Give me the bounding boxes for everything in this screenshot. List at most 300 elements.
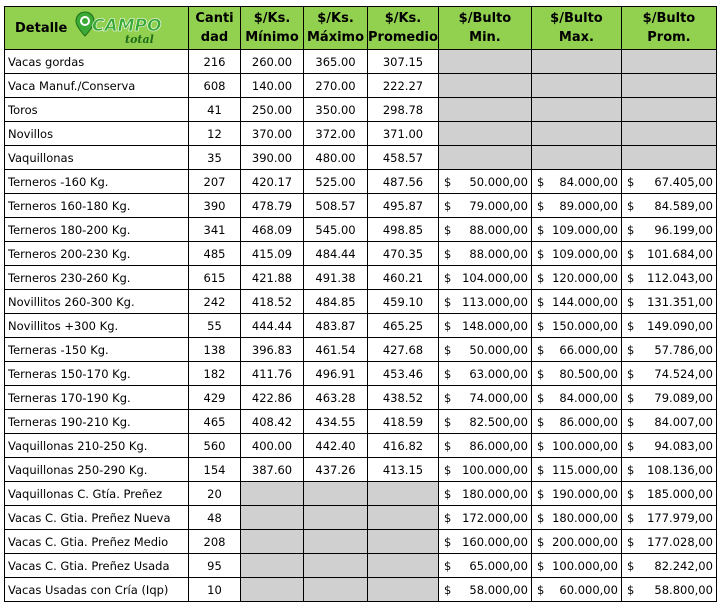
row-kmax: 484.85 [304,290,368,314]
row-detalle: Vaquillonas [5,146,189,170]
currency-symbol: $ [626,534,635,549]
header-cantidad: Canti dad [189,7,241,50]
row-cantidad: 20 [189,482,241,506]
currency-symbol: $ [536,246,545,261]
row-bmin [438,554,531,578]
header-bulto-min: $/Bulto Min. [438,7,531,50]
row-bmin [438,386,531,410]
amount-value: 100.000,00 [462,462,528,477]
table-row [5,266,717,290]
row-bmax [531,362,621,386]
row-kavg: 459.10 [368,290,439,314]
row-kmin: 387.60 [241,458,304,482]
amount-value: 180.000,00 [552,510,618,525]
row-kmin: 396.83 [241,338,304,362]
table-row [5,194,717,218]
row-kmax: 484.44 [304,242,368,266]
row-kmin: 420.17 [241,170,304,194]
row-kmin: 478.79 [241,194,304,218]
row-kmax: 508.57 [304,194,368,218]
amount-value: 74.000,00 [469,390,528,405]
row-kavg: 222.27 [368,74,439,98]
row-cantidad: 615 [189,266,241,290]
amount-value: 177.979,00 [647,510,713,525]
row-bmax [531,410,621,434]
amount-value: 108.136,00 [647,462,713,477]
table-row [5,410,717,434]
amount-value: 120.000,00 [552,270,618,285]
row-bavg [621,530,716,554]
row-bmax [531,554,621,578]
row-cantidad: 10 [189,578,241,602]
row-cantidad: 154 [189,458,241,482]
row-bavg [621,482,716,506]
empty-cell [621,122,716,146]
amount-value: 67.405,00 [654,174,713,189]
row-detalle: Terneros -160 Kg. [5,170,189,194]
currency-symbol: $ [443,534,452,549]
currency-symbol: $ [443,558,452,573]
amount-value: 74.524,00 [654,366,713,381]
table-row [5,362,717,386]
row-kmin: 411.76 [241,362,304,386]
empty-cell [241,482,304,506]
amount-value: 109.000,00 [552,222,618,237]
currency-symbol: $ [626,414,635,429]
currency-symbol: $ [626,366,635,381]
currency-symbol: $ [443,246,452,261]
row-detalle: Vaca Manuf./Conserva [5,74,189,98]
header-detalle-label: Detalle [15,21,68,36]
row-bmin [438,314,531,338]
row-kmin: 408.42 [241,410,304,434]
row-kmax: 434.55 [304,410,368,434]
currency-symbol: $ [536,294,545,309]
amount-value: 177.028,00 [647,534,713,549]
row-kmax: 270.00 [304,74,368,98]
empty-cell [438,98,531,122]
empty-cell [368,578,439,602]
amount-value: 109.000,00 [552,246,618,261]
row-detalle: Vacas gordas [5,50,189,74]
row-kavg: 453.46 [368,362,439,386]
currency-symbol: $ [626,510,635,525]
table-row [5,242,717,266]
row-bmin [438,266,531,290]
row-cantidad: 48 [189,506,241,530]
row-detalle: Terneras 150-170 Kg. [5,362,189,386]
row-bmin [438,530,531,554]
amount-value: 63.000,00 [469,366,528,381]
row-bmin [438,338,531,362]
row-bavg [621,314,716,338]
header-bulto-max: $/Bulto Max. [531,7,621,50]
row-bavg [621,458,716,482]
row-bavg [621,578,716,602]
row-cantidad: 207 [189,170,241,194]
currency-symbol: $ [536,534,545,549]
row-kmax: 480.00 [304,146,368,170]
amount-value: 84.000,00 [559,174,618,189]
row-kmin: 250.00 [241,98,304,122]
amount-value: 150.000,00 [552,318,618,333]
row-kavg: 470.35 [368,242,439,266]
currency-symbol: $ [536,510,545,525]
header-row [5,7,717,50]
svg-text:CAMPO: CAMPO [92,16,162,36]
row-kavg: 438.52 [368,386,439,410]
row-kmin: 422.86 [241,386,304,410]
table-body [5,50,717,602]
table-row [5,98,717,122]
header-kg-minimo: $/Ks. Mínimo [241,7,304,50]
row-kmax: 372.00 [304,122,368,146]
row-kmax: 491.38 [304,266,368,290]
row-detalle: Vaquillonas 250-290 Kg. [5,458,189,482]
row-bavg [621,266,716,290]
currency-symbol: $ [443,270,452,285]
row-detalle: Toros [5,98,189,122]
row-bavg [621,338,716,362]
row-kmin: 468.09 [241,218,304,242]
row-cantidad: 429 [189,386,241,410]
currency-symbol: $ [626,318,635,333]
amount-value: 84.000,00 [559,390,618,405]
empty-cell [621,98,716,122]
cattle-price-table [4,6,717,602]
table-row [5,482,717,506]
row-bavg [621,194,716,218]
empty-cell [531,74,621,98]
price-table-container [4,6,717,602]
row-detalle: Novillitos +300 Kg. [5,314,189,338]
row-bavg [621,218,716,242]
row-kmax: 365.00 [304,50,368,74]
table-row [5,578,717,602]
row-bmax [531,242,621,266]
currency-symbol: $ [443,294,452,309]
currency-symbol: $ [536,318,545,333]
row-cantidad: 390 [189,194,241,218]
currency-symbol: $ [536,582,545,597]
row-kmin: 370.00 [241,122,304,146]
amount-value: 86.000,00 [559,414,618,429]
table-row [5,290,717,314]
amount-value: 57.786,00 [654,342,713,357]
amount-value: 66.000,00 [559,342,618,357]
row-cantidad: 560 [189,434,241,458]
empty-cell [621,74,716,98]
currency-symbol: $ [536,366,545,381]
row-kmin: 415.09 [241,242,304,266]
table-row [5,314,717,338]
amount-value: 100.000,00 [552,438,618,453]
empty-cell [531,50,621,74]
row-kavg: 498.85 [368,218,439,242]
row-cantidad: 35 [189,146,241,170]
table-row [5,338,717,362]
amount-value: 149.090,00 [647,318,713,333]
currency-symbol: $ [536,558,545,573]
currency-symbol: $ [626,486,635,501]
currency-symbol: $ [443,366,452,381]
row-cantidad: 41 [189,98,241,122]
currency-symbol: $ [536,174,545,189]
amount-value: 50.000,00 [469,174,528,189]
header-bulto-prom: $/Bulto Prom. [621,7,716,50]
currency-symbol: $ [626,174,635,189]
empty-cell [241,506,304,530]
row-cantidad: 138 [189,338,241,362]
amount-value: 100.000,00 [552,558,618,573]
row-bavg [621,410,716,434]
currency-symbol: $ [626,342,635,357]
row-detalle: Novillos [5,122,189,146]
table-row [5,74,717,98]
row-kavg: 418.59 [368,410,439,434]
currency-symbol: $ [536,462,545,477]
empty-cell [531,98,621,122]
amount-value: 88.000,00 [469,222,528,237]
row-kmax: 463.28 [304,386,368,410]
currency-symbol: $ [536,390,545,405]
row-cantidad: 465 [189,410,241,434]
currency-symbol: $ [626,294,635,309]
row-cantidad: 341 [189,218,241,242]
row-bavg [621,386,716,410]
empty-cell [531,146,621,170]
table-row [5,122,717,146]
row-bmin [438,362,531,386]
currency-symbol: $ [536,438,545,453]
amount-value: 60.000,00 [559,582,618,597]
amount-value: 58.800,00 [654,582,713,597]
currency-symbol: $ [443,222,452,237]
table-row [5,458,717,482]
currency-symbol: $ [536,198,545,213]
amount-value: 79.089,00 [654,390,713,405]
currency-symbol: $ [443,414,452,429]
row-bmax [531,194,621,218]
currency-symbol: $ [443,198,452,213]
table-row [5,530,717,554]
row-kmax: 545.00 [304,218,368,242]
row-cantidad: 55 [189,314,241,338]
empty-cell [241,554,304,578]
row-bmax [531,506,621,530]
table-row [5,218,717,242]
row-bmax [531,266,621,290]
row-bavg [621,290,716,314]
row-kavg: 427.68 [368,338,439,362]
empty-cell [304,578,368,602]
currency-symbol: $ [626,438,635,453]
currency-symbol: $ [443,510,452,525]
row-cantidad: 216 [189,50,241,74]
row-bmax [531,482,621,506]
row-bmin [438,410,531,434]
currency-symbol: $ [443,174,452,189]
amount-value: 172.000,00 [462,510,528,525]
currency-symbol: $ [443,462,452,477]
row-kmin: 140.00 [241,74,304,98]
row-bmin [438,170,531,194]
empty-cell [304,506,368,530]
empty-cell [368,506,439,530]
row-bavg [621,434,716,458]
empty-cell [304,530,368,554]
row-cantidad: 208 [189,530,241,554]
row-detalle: Vacas C. Gtia. Preñez Nueva [5,506,189,530]
row-cantidad: 242 [189,290,241,314]
amount-value: 104.000,00 [462,270,528,285]
amount-value: 131.351,00 [647,294,713,309]
amount-value: 84.589,00 [654,198,713,213]
amount-value: 82.242,00 [654,558,713,573]
empty-cell [621,146,716,170]
campo-total-logo [75,10,167,46]
currency-symbol: $ [443,390,452,405]
amount-value: 112.043,00 [647,270,713,285]
amount-value: 148.000,00 [462,318,528,333]
amount-value: 185.000,00 [647,486,713,501]
header-kg-promedio: $/Ks. Promedio [368,7,439,50]
row-detalle: Novillitos 260-300 Kg. [5,290,189,314]
table-row [5,146,717,170]
currency-symbol: $ [443,486,452,501]
empty-cell [438,122,531,146]
amount-value: 200.000,00 [552,534,618,549]
currency-symbol: $ [443,582,452,597]
row-bmin [438,578,531,602]
row-kmin: 444.44 [241,314,304,338]
currency-symbol: $ [536,486,545,501]
row-bmin [438,242,531,266]
row-kavg: 371.00 [368,122,439,146]
amount-value: 86.000,00 [469,438,528,453]
row-bmax [531,530,621,554]
amount-value: 82.500,00 [469,414,528,429]
empty-cell [304,554,368,578]
row-bmin [438,506,531,530]
row-kmax: 496.91 [304,362,368,386]
row-bmin [438,434,531,458]
amount-value: 89.000,00 [559,198,618,213]
row-kavg: 413.15 [368,458,439,482]
row-kmax: 442.40 [304,434,368,458]
amount-value: 144.000,00 [552,294,618,309]
row-cantidad: 485 [189,242,241,266]
currency-symbol: $ [626,558,635,573]
currency-symbol: $ [536,222,545,237]
row-detalle: Terneras 170-190 Kg. [5,386,189,410]
amount-value: 115.000,00 [552,462,618,477]
amount-value: 94.083,00 [654,438,713,453]
row-kmin: 390.00 [241,146,304,170]
empty-cell [368,530,439,554]
empty-cell [621,50,716,74]
amount-value: 96.199,00 [654,222,713,237]
row-bmax [531,290,621,314]
currency-symbol: $ [626,582,635,597]
table-row [5,50,717,74]
empty-cell [241,530,304,554]
row-kavg: 416.82 [368,434,439,458]
amount-value: 101.684,00 [647,246,713,261]
amount-value: 88.000,00 [469,246,528,261]
amount-value: 80.500,00 [559,366,618,381]
row-kmax: 461.54 [304,338,368,362]
row-kavg: 298.78 [368,98,439,122]
row-detalle: Terneras 190-210 Kg. [5,410,189,434]
row-bmax [531,578,621,602]
row-bavg [621,554,716,578]
row-kmin: 400.00 [241,434,304,458]
row-detalle: Vaquillonas 210-250 Kg. [5,434,189,458]
table-row [5,386,717,410]
row-bmin [438,482,531,506]
row-kavg: 465.25 [368,314,439,338]
row-detalle: Vacas C. Gtia. Preñez Medio [5,530,189,554]
row-bmin [438,194,531,218]
currency-symbol: $ [536,414,545,429]
amount-value: 113.000,00 [462,294,528,309]
empty-cell [438,146,531,170]
currency-symbol: $ [626,462,635,477]
header-detalle [5,7,189,50]
row-bmax [531,338,621,362]
row-bmax [531,170,621,194]
row-bavg [621,362,716,386]
row-bavg [621,170,716,194]
row-kavg: 307.15 [368,50,439,74]
row-cantidad: 608 [189,74,241,98]
row-kmin: 418.52 [241,290,304,314]
empty-cell [531,122,621,146]
row-kavg: 458.57 [368,146,439,170]
table-row [5,554,717,578]
header-kg-maximo: $/Ks. Máximo [304,7,368,50]
empty-cell [368,554,439,578]
row-kmax: 437.26 [304,458,368,482]
currency-symbol: $ [443,438,452,453]
amount-value: 190.000,00 [552,486,618,501]
amount-value: 160.000,00 [462,534,528,549]
svg-text:total: total [125,33,154,46]
empty-cell [368,482,439,506]
amount-value: 180.000,00 [462,486,528,501]
amount-value: 50.000,00 [469,342,528,357]
currency-symbol: $ [626,270,635,285]
amount-value: 58.000,00 [469,582,528,597]
table-row [5,170,717,194]
amount-value: 84.007,00 [654,414,713,429]
empty-cell [438,50,531,74]
currency-symbol: $ [626,198,635,213]
row-detalle: Vacas Usadas con Cría (Iqp) [5,578,189,602]
row-bmax [531,314,621,338]
currency-symbol: $ [626,246,635,261]
row-detalle: Vaquillonas C. Gtía. Preñez [5,482,189,506]
row-bmax [531,458,621,482]
empty-cell [304,482,368,506]
row-detalle: Vacas C. Gtia. Preñez Usada [5,554,189,578]
currency-symbol: $ [626,222,635,237]
currency-symbol: $ [443,318,452,333]
row-bmax [531,218,621,242]
row-detalle: Terneros 230-260 Kg. [5,266,189,290]
row-bmax [531,434,621,458]
